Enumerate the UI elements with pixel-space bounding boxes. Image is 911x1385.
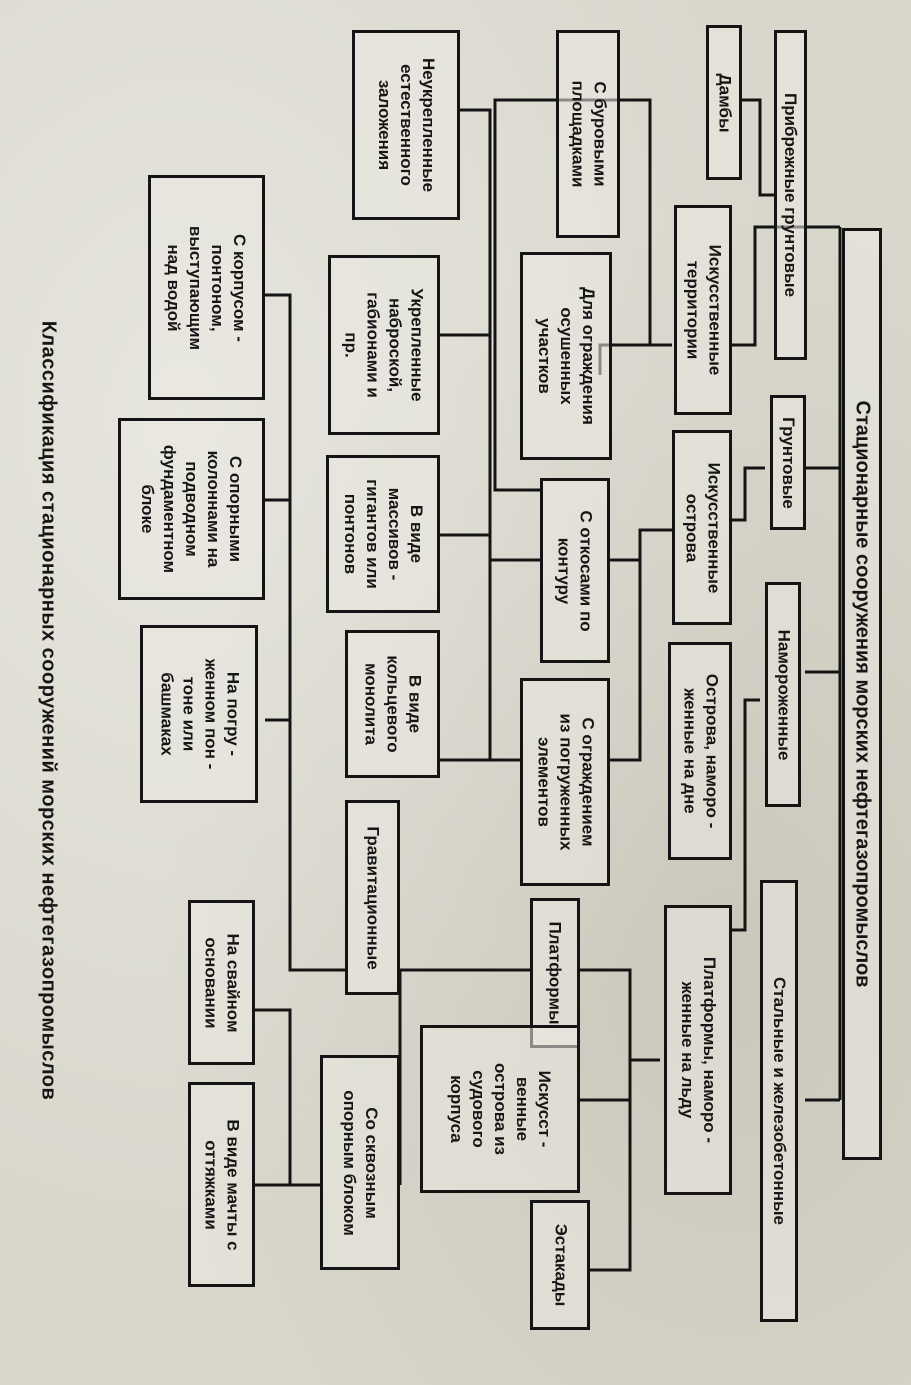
category-gruntovye <box>770 395 806 530</box>
box-iskusstvennye-ostrova <box>672 430 732 625</box>
box-gravitacionnye <box>345 800 400 995</box>
box-ukreplennye <box>328 255 440 435</box>
label-ukreplennye: Укрепленные наброской, габионами и пр. <box>342 288 427 402</box>
box-platformy-namorozhennye <box>664 905 732 1195</box>
label-stalnye: Стальные и железобетонные <box>770 977 789 1225</box>
connector <box>732 700 760 930</box>
caption-text: Классификация стационарных сооружений морских нефтегазопромыслов <box>37 320 60 1100</box>
box-so-skvoznym <box>320 1055 400 1270</box>
box-v-vide-machty <box>188 1082 255 1287</box>
label-s-burovymi: С буровыми площадками <box>568 80 610 188</box>
label-gruntovye: Грунтовые <box>779 416 799 509</box>
box-v-vide-massivov <box>326 455 440 613</box>
label-pribrezhnye: Прибрежные грунтовые <box>781 92 801 298</box>
label-gravitacionnye: Гравитационные <box>363 825 383 970</box>
category-gruntovye-pribrezhnye <box>774 30 807 360</box>
label-s-korpusom: С корпусом - понтоном, выступающим над водой <box>164 225 250 350</box>
label-na-svaynom: На свайном основании <box>201 932 243 1033</box>
label-s-opornymi: С опорными колоннами на подводном фундаментном блоке <box>138 444 246 574</box>
connector <box>610 560 640 760</box>
label-s-otkosami: С откосами по контуру <box>555 509 596 632</box>
box-s-burovymi <box>556 30 620 238</box>
label-iskusstvennye-ostrova: Искусственные острова <box>682 462 724 593</box>
label-ostrova-namorozhennye: Острова, наморо - женные на дне <box>680 673 722 829</box>
box-ostrova-namorozhennye <box>668 642 732 860</box>
label-dlya-ograzhdeniya: Для ограждения осушенных участков <box>535 287 599 425</box>
label-namorozhennye: Намороженные <box>774 629 793 760</box>
box-iskusstvennye-territorii <box>674 205 732 415</box>
category-stalnye <box>760 880 798 1322</box>
connector <box>742 100 774 195</box>
label-s-ograzhdeniem: С ограждением из погруженных элементов <box>534 713 598 851</box>
label-platformy: Платформы <box>546 921 565 1025</box>
diagram-title: Стационарные сооружения морских нефтегазопромыслов <box>851 400 873 988</box>
box-dlya-ograzhdeniya <box>520 252 612 460</box>
box-s-korpusom <box>148 175 265 400</box>
box-na-svaynom <box>188 900 255 1065</box>
label-platformy-namorozhennye: Платформы, наморо - женные на льду <box>678 956 719 1144</box>
figure-caption <box>28 220 68 1200</box>
connector <box>580 1060 630 1100</box>
connector <box>590 1100 630 1270</box>
label-estakady: Эстакады <box>551 1223 571 1307</box>
box-neukreplennye <box>352 30 460 220</box>
label-v-vide-machty: В виде мачты с оттяжками <box>201 1118 243 1251</box>
label-iskusstvennye-territorii: Искусственные территории <box>683 244 725 376</box>
category-namorozhennye <box>765 582 801 807</box>
connector <box>620 100 672 345</box>
box-na-pogruzhennom <box>140 625 258 803</box>
box-v-vide-kolcevogo <box>345 630 440 778</box>
box-s-opornymi <box>118 418 265 600</box>
connector <box>440 535 520 760</box>
label-so-skvoznym: Со сквозным опорным блоком <box>340 1089 381 1236</box>
connector <box>255 1010 320 1185</box>
box-damby <box>706 25 742 180</box>
label-v-vide-massivov: В виде массивов - гигантов или понтонов <box>341 479 427 589</box>
title-box <box>842 228 882 1160</box>
connector <box>610 530 672 560</box>
label-v-vide-kolcevogo: В виде кольцевого монолита <box>361 655 425 753</box>
connector <box>732 468 765 520</box>
label-na-pogruzhennom: На погру - женном пон - тоне или башмаках <box>157 658 242 770</box>
box-s-otkosami <box>540 478 610 663</box>
connector <box>580 970 660 1060</box>
box-s-ograzhdeniem <box>520 678 610 886</box>
connector <box>460 110 490 335</box>
label-iskusstvennye-sudovogo: Искусст - венные острова из судового корпуса <box>446 1062 554 1156</box>
label-neukreplennye: Неукрепленные естественного заложения <box>375 57 438 193</box>
box-iskusstvennye-sudovogo <box>420 1025 580 1193</box>
box-estakady <box>530 1200 590 1330</box>
label-damby: Дамбы <box>715 73 734 132</box>
